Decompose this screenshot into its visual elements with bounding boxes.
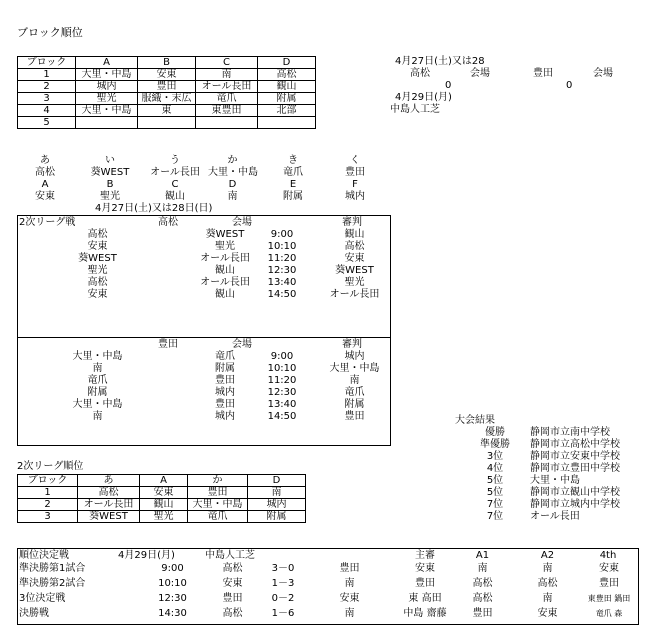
home-team: 高松 — [87, 277, 108, 288]
kickoff-time: 14:50 — [267, 289, 297, 300]
league-date-line: 4月27日(土)又は28日(日) — [95, 203, 213, 214]
seed-team: 竜爪 — [283, 167, 303, 178]
referee-team: 城内 — [344, 351, 365, 362]
seed-team: 豊田 — [345, 167, 365, 178]
away-team: 聖光 — [215, 241, 235, 252]
table-cell: 竜爪 — [188, 511, 248, 523]
score: 0－2 — [271, 593, 295, 604]
table-row — [18, 93, 316, 105]
table-cell: 南 — [196, 69, 258, 81]
finals-date: 4月29日(月) — [118, 550, 175, 561]
table-row — [18, 117, 316, 129]
assistant-referee-1: 高松 — [472, 593, 493, 604]
league2-rank-title: 2次リーグ順位 — [17, 461, 84, 472]
table-cell: 服織・末広 — [138, 93, 196, 105]
kickoff-time: 12:30 — [158, 593, 187, 604]
table-cell: 3 — [18, 511, 78, 523]
seed-team: 附属 — [283, 191, 303, 202]
home-team: 高松 — [87, 229, 108, 240]
page-title: ブロック順位 — [17, 26, 83, 39]
table-cell — [258, 117, 316, 129]
table-cell: オール長田 — [196, 81, 258, 93]
kickoff-time: 13:40 — [267, 277, 297, 288]
table-cell: 附属 — [258, 93, 316, 105]
table-cell — [138, 117, 196, 129]
team: 高松 — [222, 563, 243, 574]
match-name: 決勝戦 — [19, 608, 49, 619]
result-team: 静岡市立観山中学校 — [530, 487, 620, 498]
team: 高松 — [222, 608, 243, 619]
seed-team: 葵WEST — [90, 167, 130, 178]
table-cell: 東 — [138, 105, 196, 117]
result-rank: 5位 — [486, 475, 504, 486]
table-row — [18, 81, 316, 93]
referee-team: 観山 — [344, 229, 365, 240]
seed-team: 南 — [227, 191, 238, 202]
table-cell: 観山 — [140, 499, 188, 511]
team: 安東 — [339, 593, 360, 604]
table-cell: オール長田 — [78, 499, 140, 511]
referee-team: オール長田 — [329, 289, 380, 300]
venue2-name: 豊田 — [158, 339, 178, 350]
result-team: 静岡市立安東中学校 — [530, 451, 620, 462]
table-cell: 大里・中島 — [188, 499, 248, 511]
table-cell: 城内 — [248, 499, 306, 511]
away-team: 観山 — [215, 289, 235, 300]
away-team: 竜爪 — [215, 351, 235, 362]
referee-team: 高松 — [344, 241, 365, 252]
result-rank: 7位 — [486, 511, 504, 522]
table-cell: 大里・中島 — [76, 69, 138, 81]
table-cell — [196, 117, 258, 129]
fourth-official: 安東 — [599, 563, 619, 574]
home-team: 大里・中島 — [72, 351, 123, 362]
referee-team: 聖光 — [344, 277, 365, 288]
table-cell: 豊田 — [188, 487, 248, 499]
away-team: 豊田 — [215, 399, 235, 410]
seed-kana: う — [170, 155, 180, 166]
seed-letter: A — [41, 179, 49, 190]
table-cell: 2 — [18, 499, 78, 511]
kickoff-time: 9:00 — [161, 563, 184, 574]
result-rank: 準優勝 — [480, 439, 510, 450]
referee-label: 審判 — [342, 339, 362, 350]
result-team: オール長田 — [530, 511, 580, 522]
seed-kana: か — [227, 155, 238, 166]
result-rank: 7位 — [486, 499, 504, 510]
seed-letter: B — [106, 179, 114, 190]
home-team: 南 — [92, 363, 103, 374]
fourth-official: 豊田 — [599, 578, 619, 589]
header-cell: D — [248, 475, 306, 487]
table-cell: 北部 — [258, 105, 316, 117]
venue-label: 会場 — [232, 217, 252, 228]
fourth-label: 4th — [599, 550, 617, 561]
header-cell: A — [76, 57, 138, 69]
assistant-referee-1: 豊田 — [472, 608, 493, 619]
result-rank: 優勝 — [485, 427, 505, 438]
kickoff-time: 10:10 — [267, 363, 297, 374]
referee-team: 安東 — [344, 253, 365, 264]
assistant-referee-1: 高松 — [472, 578, 493, 589]
referee-team: 豊田 — [344, 411, 365, 422]
head-referee: 東 高田 — [408, 593, 442, 604]
assistant-referee-1: 南 — [477, 563, 488, 574]
result-team: 静岡市立豊田中学校 — [530, 463, 620, 474]
table-cell: 4 — [18, 105, 76, 117]
match-name: 準決勝第1試合 — [19, 563, 86, 574]
table-cell: 城内 — [76, 81, 138, 93]
table-cell: 1 — [18, 487, 78, 499]
table-cell: 高松 — [258, 69, 316, 81]
home-team: 竜爪 — [87, 375, 108, 386]
fourth-official: 竜爪 森 — [595, 609, 623, 618]
result-team: 大里・中島 — [530, 475, 580, 486]
assistant-referee-2: 南 — [542, 593, 553, 604]
head-referee: 中島 齋藤 — [403, 608, 447, 619]
kickoff-time: 12:30 — [267, 387, 297, 398]
kickoff-time: 14:50 — [267, 411, 297, 422]
seed-kana: き — [288, 155, 298, 166]
venue1-name: 高松 — [410, 68, 430, 79]
referee-label: 審判 — [342, 217, 362, 228]
table-cell: 聖光 — [140, 511, 188, 523]
seed-letter: D — [228, 179, 237, 190]
head-referee-label: 主審 — [415, 550, 435, 561]
table-cell: 5 — [18, 117, 76, 129]
block-table — [17, 56, 316, 129]
table-cell: 豊田 — [138, 81, 196, 93]
kickoff-time: 10:10 — [158, 578, 187, 589]
referee-team: 附属 — [344, 399, 365, 410]
referee-team: 葵WEST — [335, 265, 374, 276]
away-team: 豊田 — [215, 375, 235, 386]
kickoff-time: 11:20 — [267, 253, 297, 264]
header-cell: ブロック — [18, 475, 78, 487]
home-team: 南 — [92, 411, 103, 422]
team: 南 — [344, 578, 355, 589]
kickoff-time: 13:40 — [267, 399, 297, 410]
seed-kana: あ — [40, 155, 50, 166]
table-cell: 1 — [18, 69, 76, 81]
venue-divider — [17, 337, 391, 338]
assistant-referee-2: 安東 — [537, 608, 558, 619]
table-cell: 2 — [18, 81, 76, 93]
seed-team: 高松 — [35, 167, 55, 178]
finals-title: 順位決定戦 — [19, 550, 69, 561]
table-cell: 東豊田 — [196, 105, 258, 117]
away-team: 観山 — [215, 265, 235, 276]
seed-kana: く — [350, 155, 360, 166]
result-team: 静岡市立高松中学校 — [530, 439, 620, 450]
table-cell: 観山 — [258, 81, 316, 93]
table-row — [18, 499, 306, 511]
rank-table-header — [18, 475, 306, 487]
table-cell: 南 — [248, 487, 306, 499]
kickoff-time: 9:00 — [270, 229, 294, 240]
home-team: 附属 — [87, 387, 108, 398]
seed-team: オール長田 — [150, 167, 200, 178]
assistant-referee-2: 高松 — [537, 578, 558, 589]
seed-team: 城内 — [345, 191, 365, 202]
league2-rank-table — [17, 474, 306, 523]
team: 豊田 — [339, 563, 360, 574]
kickoff-time: 11:20 — [267, 375, 297, 386]
table-cell: 大里・中島 — [76, 105, 138, 117]
table-cell: 安東 — [138, 69, 196, 81]
header-cell: あ — [78, 475, 140, 487]
venue2-label: 会場 — [593, 68, 613, 79]
home-team: 安東 — [87, 289, 108, 300]
score: 1－3 — [271, 578, 295, 589]
league2-title: 2次リーグ戦 — [19, 217, 76, 228]
seed-letter: C — [171, 179, 179, 190]
venue2-count: 0 — [566, 80, 573, 91]
home-team: 大里・中島 — [72, 399, 123, 410]
header-cell: か — [188, 475, 248, 487]
head-referee: 安東 — [415, 563, 435, 574]
table-row — [18, 69, 316, 81]
head-referee: 豊田 — [415, 578, 435, 589]
home-team: 葵WEST — [78, 253, 117, 264]
fourth-official: 東豊田 鍋田 — [587, 594, 631, 603]
venue1-count: 0 — [445, 80, 452, 91]
venue1-label: 会場 — [470, 68, 490, 79]
final-date: 4月29日(月) — [395, 92, 452, 103]
result-team: 静岡市立城内中学校 — [530, 499, 620, 510]
table-cell: 葵WEST — [78, 511, 140, 523]
away-team: 城内 — [215, 387, 235, 398]
table-row — [18, 105, 316, 117]
venue1-name: 高松 — [158, 217, 178, 228]
assistant-referee-2: 南 — [542, 563, 553, 574]
referee-team: 大里・中島 — [329, 363, 380, 374]
table-cell: 附属 — [248, 511, 306, 523]
team: 南 — [344, 608, 355, 619]
away-team: 葵WEST — [205, 229, 245, 240]
table-cell: 聖光 — [76, 93, 138, 105]
results-title: 大会結果 — [455, 415, 495, 426]
score: 1－6 — [271, 608, 295, 619]
score: 3－0 — [271, 563, 295, 574]
block-table-header — [18, 57, 316, 69]
referee-team: 竜爪 — [344, 387, 365, 398]
away-team: 附属 — [215, 363, 235, 374]
table-cell: 3 — [18, 93, 76, 105]
a2-label: A2 — [540, 550, 555, 561]
header-cell: B — [138, 57, 196, 69]
seed-letter: F — [352, 179, 358, 190]
kickoff-time: 12:30 — [267, 265, 297, 276]
header-cell: C — [196, 57, 258, 69]
table-row — [18, 487, 306, 499]
seed-team: 観山 — [165, 191, 185, 202]
result-team: 静岡市立南中学校 — [530, 427, 610, 438]
header-cell: ブロック — [18, 57, 76, 69]
table-cell — [76, 117, 138, 129]
result-rank: 4位 — [486, 463, 504, 474]
kickoff-time: 9:00 — [270, 351, 294, 362]
seed-kana: い — [105, 155, 115, 166]
venue-date-line: 4月27日(土)又は28 — [395, 56, 485, 67]
result-rank: 3位 — [486, 451, 504, 462]
team: 豊田 — [222, 593, 243, 604]
venue2-name: 豊田 — [533, 68, 553, 79]
header-cell: A — [140, 475, 188, 487]
match-name: 準決勝第2試合 — [19, 578, 86, 589]
a1-label: A1 — [475, 550, 490, 561]
kickoff-time: 10:10 — [267, 241, 297, 252]
away-team: 城内 — [215, 411, 235, 422]
home-team: 安東 — [87, 241, 108, 252]
seed-team: 大里・中島 — [208, 167, 258, 178]
team: 安東 — [222, 578, 243, 589]
seed-team: 安東 — [35, 191, 55, 202]
table-cell: 高松 — [78, 487, 140, 499]
venue-label: 会場 — [232, 339, 252, 350]
table-cell: 竜爪 — [196, 93, 258, 105]
table-cell: 安東 — [140, 487, 188, 499]
kickoff-time: 14:30 — [158, 608, 187, 619]
match-name: 3位決定戦 — [19, 593, 66, 604]
final-venue: 中島人工芝 — [390, 104, 440, 115]
away-team: オール長田 — [200, 253, 250, 264]
table-row — [18, 511, 306, 523]
home-team: 聖光 — [87, 265, 108, 276]
finals-venue: 中島人工芝 — [205, 550, 255, 561]
header-cell: D — [258, 57, 316, 69]
result-rank: 5位 — [486, 487, 504, 498]
referee-team: 南 — [349, 375, 360, 386]
seed-team: 聖光 — [100, 191, 120, 202]
seed-letter: E — [289, 179, 297, 190]
away-team: オール長田 — [200, 277, 250, 288]
